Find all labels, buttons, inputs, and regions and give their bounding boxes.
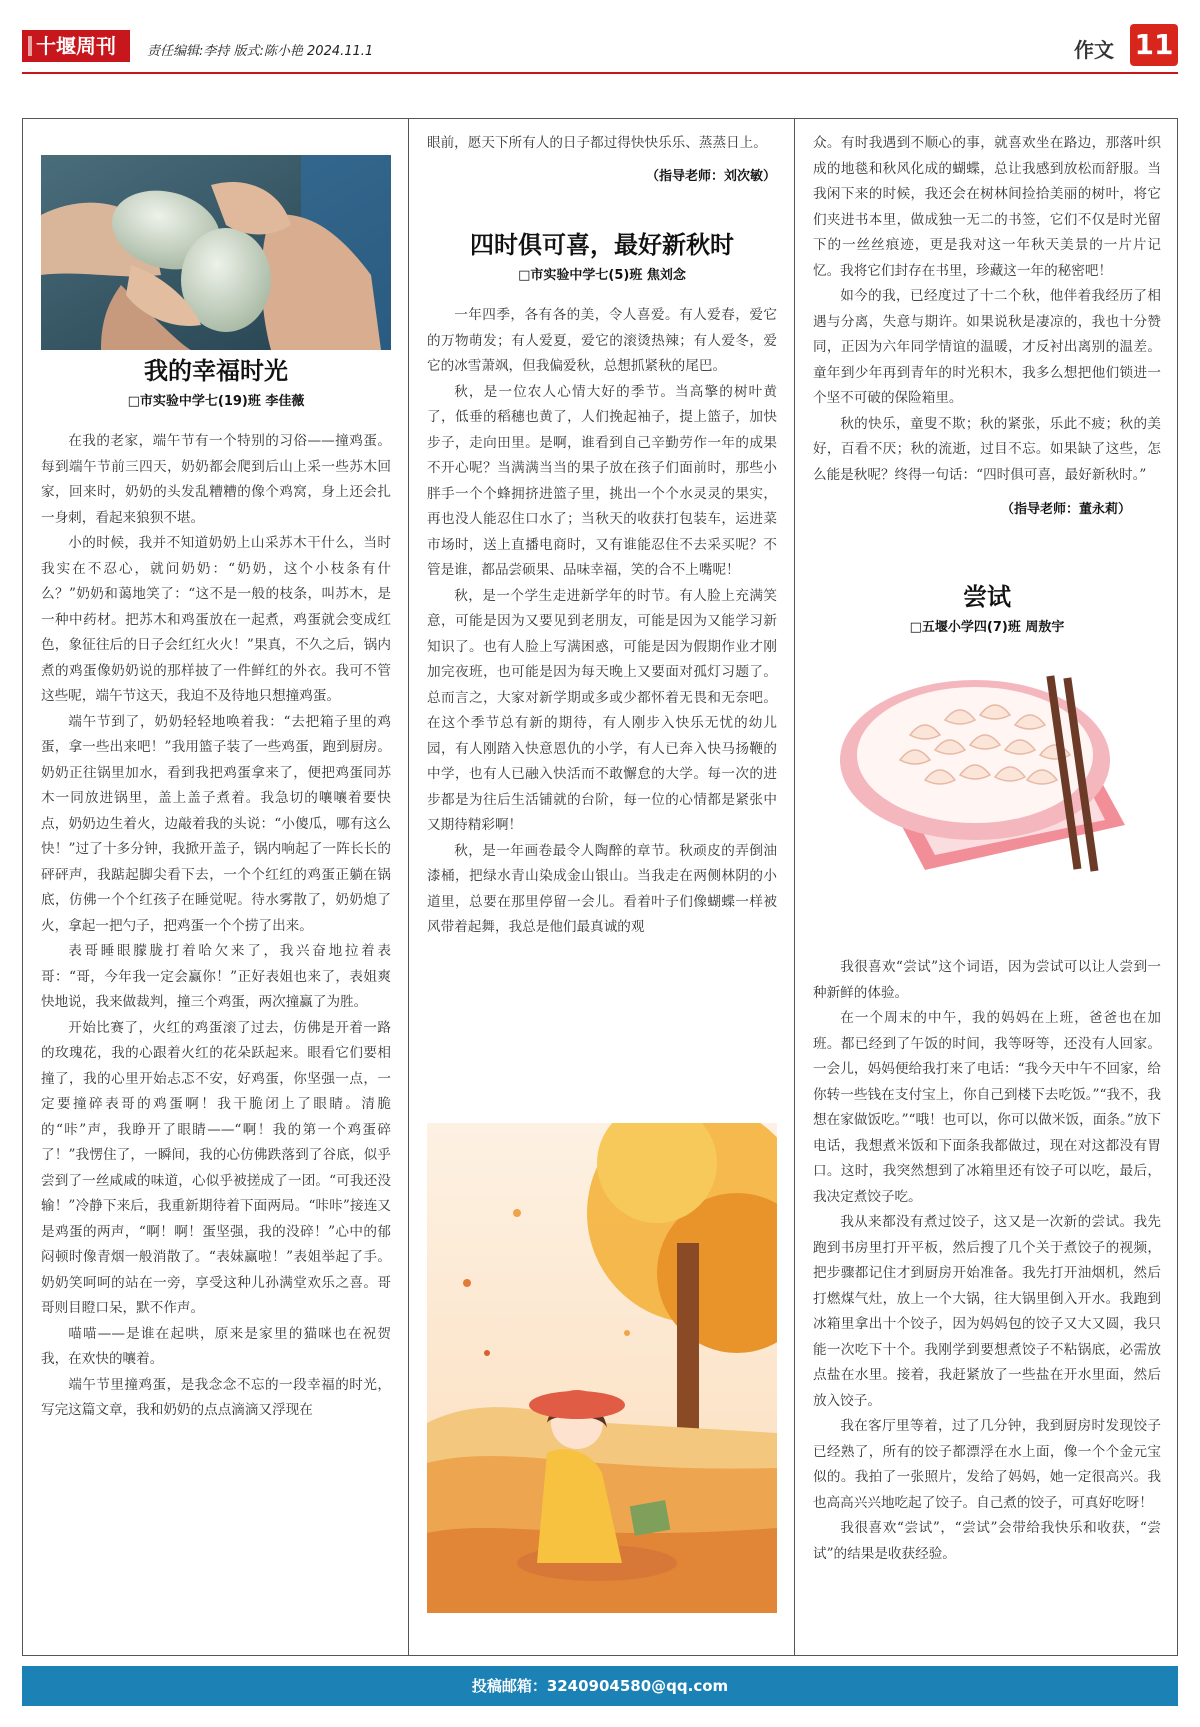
article-1 [23, 347, 409, 1424]
autumn-girl-illustration [427, 1123, 777, 1613]
paragraph: 端午节里撞鸡蛋，是我念念不忘的一段幸福的时光，写完这篇文章，我和奶奶的点点滴滴又浮现在 [41, 1376, 391, 1418]
paragraph: 一年四季，各有各的美，令人喜爱。有人爱春，爱它的万物萌发；有人爱夏，爱它的滚烫热辣；有人爱冬，爱它的冰雪萧飒，但我偏爱秋，总想抓紧秋的尾巴。 [427, 307, 777, 374]
paragraph: 喵喵——是谁在起哄，原来是家里的猫咪也在祝贺我，在欢快的嚷着。 [41, 1325, 391, 1367]
paragraph: 我从来都没有煮过饺子，这又是一次新的尝试。我先跑到书房里打开平板，然后搜了几个关于煮饺子的视频，把步骤都记住才到厨房开始准备。我先打开油烟机，然后打燃煤气灶，放上一个大锅，往大锅里倒入开水。我跑到冰箱里拿出十个饺子，因为妈妈包的饺子又大又圆，我只能一次吃下十个。我刚学到要想煮饺子不粘锅底，必需放点盐在水里。接着，我赶紧放了一些盐在开水里面，然后放入饺子。 [813, 1214, 1161, 1409]
article-1-title: 我的幸福时光 [144, 356, 288, 385]
masthead [22, 22, 1178, 74]
paragraph: 如今的我，已经度过了十二个秋，他伴着我经历了相遇与分离，失意与期许。如果说秋是凄凉的，我也十分赞同，正因为六年同学情谊的温暖，才反衬出离别的温差。童年到少年再到青年的时光积木，我多么想把他们锁进一个坚不可破的保险箱里。 [813, 288, 1161, 406]
column-1 [23, 119, 409, 1655]
section-title: 作文 [1074, 38, 1114, 62]
paragraph: 我很喜欢“尝试”这个词语，因为尝试可以让人尝到一种新鲜的体验。 [813, 959, 1161, 1001]
article-2-byline: □市实验中学七(5)班 焦刘念 [518, 268, 686, 283]
paragraph: 众。有时我遇到不顺心的事，就喜欢坐在路边，那落叶织成的地毯和秋风化成的蝴蝶，总让我感到放松而舒服。当我闲下来的时候，我还会在树林间捡拾美丽的树叶，将它们夹进书本里，做成独一无二的书签，它们不仅是时光留下的一丝丝痕迹，更是我对这一年秋天美景的一片片记忆。我将它们封存在书里，珍藏这一年的秘密吧！ [813, 135, 1161, 279]
header-rule [22, 72, 1178, 74]
article-1-continuation [409, 119, 794, 184]
article-2 [409, 225, 795, 941]
egg-photo-svg [41, 155, 391, 350]
paragraph: 秋，是一年画卷最令人陶醉的章节。秋顽皮的弄倒油漆桶，把绿水青山染成金山银山。当我走在两侧林阴的小道里，总要在那里停留一会儿。看着叶子们像蝴蝶一样被风带着起舞，我总是他们最真诚的观 [427, 842, 777, 935]
logo-stripe [28, 36, 32, 56]
article-2-title: 四时俱可喜，最好新秋时 [470, 230, 734, 259]
article-3-title: 尝试 [963, 582, 1011, 611]
paragraph: 开始比赛了，火红的鸡蛋滚了过去，仿佛是开着一路的玫瑰花，我的心跟着火红的花朵跃起来。眼看它们要相撞了，我的心里开始忐忑不安，好鸡蛋，你坚强一点，一定要撞碎表哥的鸡蛋啊！我干脆闭上了眼睛。清脆的“咔”声，我睁开了眼睛——“啊！我的第一个鸡蛋碎了！”我愣住了，一瞬间，我的心仿佛跌落到了谷底，似乎尝到了一丝咸咸的味道，心似乎被搓成了一团。“可我还没输！”冷静下来后，我重新期待着下面两局。“咔咔”接连又是鸡蛋的两声，“啊！啊！蛋坚强，我的没碎！”心中的郁闷顿时像青烟一般消散了。“表妹赢啦！”表姐举起了手。奶奶笑呵呵的站在一旁，享受这种儿孙满堂欢乐之喜。哥哥则目瞪口呆，默不作声。 [41, 1019, 391, 1316]
article-1-body [23, 409, 409, 1424]
dumplings-illustration [815, 655, 1160, 875]
dumplings-svg [815, 655, 1160, 875]
page-number-badge: 11 [1130, 24, 1178, 66]
submission-email[interactable]: 投稿邮箱：3240904580@qq.com [471, 1677, 729, 1695]
paragraph: 在一个周末的中午，我的妈妈在上班，爸爸也在加班。都已经到了午饭的时间，我等呀等，还没有人回家。一会儿，妈妈便给我打来了电话：“我今天中午不回家，给你转一些钱在支付宝上，你自己到楼下去吃饭。”“我不，我想在家做饭吃。”“哦！也可以，你可以做米饭，面条。”放下电话，我想煮米饭和下面条我都做过，现在对这都没有胃口。这时，我突然想到了冰箱里还有饺子可以吃，最后，我决定煮饺子吃。 [813, 1010, 1161, 1205]
paragraph: 我很喜欢“尝试”，“尝试”会带给我快乐和收获，“尝试”的结果是收获经验。 [813, 1520, 1161, 1562]
paragraph: 表哥睡眼朦胧打着哈欠来了，我兴奋地拉着表哥：“哥，今年我一定会赢你！”正好表姐也来了，表姐爽快地说，我来做裁判，撞三个鸡蛋，两次撞赢了为胜。 [41, 943, 391, 1010]
egg-tapping-photo [41, 155, 391, 350]
column-2 [409, 119, 795, 1655]
paragraph: 在我的老家，端午节有一个特别的习俗——撞鸡蛋。每到端午节前三四天，奶奶都会爬到后山上采一些苏木回家，回来时，奶奶的头发乱糟糟的像个鸡窝，身上还会扎一身刺，看起来狼狈不堪。 [41, 433, 391, 526]
paragraph: 眼前，愿天下所有人的日子都过得快快乐乐、蒸蒸日上。 [427, 135, 767, 151]
logo-text: 十堰周刊 [36, 34, 116, 58]
newspaper-logo [22, 30, 130, 62]
teacher-credit: （指导老师：董永莉） [1000, 502, 1131, 517]
paragraph: 秋的快乐，童叟不欺；秋的紧张，乐此不疲；秋的美好，百看不厌；秋的流逝，过目不忘。如果缺了这些，怎么能是秋呢？终得一句话：“四时俱可喜，最好新秋时。” [813, 415, 1161, 483]
column-3 [795, 119, 1179, 1655]
content-frame [22, 118, 1178, 1656]
paragraph: 秋，是一位农人心情大好的季节。当高擎的树叶黄了，低垂的稻穗也黄了，人们挽起袖子，提上篮子，加快步子，走向田里。是啊，谁看到自己辛勤劳作一年的成果不开心呢？当满满当当的果子放在孩子们面前时，那些小胖手一个个蜂拥挤进篮子里，挑出一个个水灵灵的果实，再也没人能忍住口水了；当秋天的收获打包装车，运进菜市场时，送上直播电商时，又有谁能忍住不去采买呢？不管是谁，都品尝硕果、品味幸福，笑的合不上嘴呢！ [427, 383, 777, 578]
article-1-byline: □市实验中学七(19)班 李佳薇 [127, 394, 305, 409]
editor-credits: 责任编辑:李持 版式:陈小艳 2024.11.1 [147, 44, 374, 59]
paragraph: 我在客厅里等着，过了几分钟，我到厨房时发现饺子已经熟了，所有的饺子都漂浮在水上面，像一个个金元宝似的。我拍了一张照片，发给了妈妈，她一定很高兴。我也高高兴兴地吃起了饺子。自己煮的饺子，可真好吃呀！ [813, 1418, 1161, 1511]
article-3-header [795, 577, 1179, 635]
submission-email-bar [22, 1666, 1178, 1706]
autumn-illustration-svg [427, 1123, 777, 1613]
article-3-body [795, 955, 1179, 1567]
article-2-body [409, 283, 795, 941]
paragraph: 端午节到了，奶奶轻轻地唤着我：“去把箱子里的鸡蛋，拿一些出来吧！”我用篮子装了一些鸡蛋，跑到厨房。奶奶正往锅里加水，看到我把鸡蛋拿来了，便把鸡蛋同苏木一同放进锅里，盖上盖子煮着。我急切的嚷嚷着要快点，奶奶边生着火，边敲着我的头说：“小傻瓜，哪有这么快！”过了十多分钟，我掀开盖子，锅内响起了一阵长长的砰砰声，我踮起脚尖看下去，一个个红红的鸡蛋正躺在锅底，仿佛一个个红孩子在睡觉呢。待水雾散了，奶奶熄了火，拿起一把勺子，把鸡蛋一个个捞了出来。 [41, 713, 391, 934]
article-3-byline: □五堰小学四(7)班 周敖宇 [909, 620, 1065, 635]
teacher-credit: （指导老师：刘次敏） [645, 168, 776, 184]
paragraph: 秋，是一个学生走进新学年的时节。有人脸上充满笑意，可能是因为又要见到老朋友，可能是因为又能学习新知识了。也有人脸上写满困惑，可能是因为假期作业才刚加完夜班，也可能是因为每天晚上又要面对孤灯习题了。总而言之，大家对新学期或多或少都怀着无畏和无奈吧。在这个季节总有新的期待，有人刚步入快乐无忧的幼儿园，有人刚踏入快意恩仇的小学，有人已奔入快马扬鞭的中学，也有人已融入快活而不敢懈怠的大学。每一次的进步都是为往后生活铺就的台阶，每一位的心情都是紧张中又期待精彩啊！ [427, 587, 777, 833]
article-2-continuation [795, 119, 1179, 517]
paragraph: 小的时候，我并不知道奶奶上山采苏木干什么，当时我实在不忍心，就问奶奶：“奶奶，这个小枝条有什么？”奶奶和蔼地笑了：“这不是一般的枝条，叫苏木，是一种中药材。把苏木和鸡蛋放在一起煮，鸡蛋就会变成红色，象征往后的日子会红红火火！”果真，不久之后，锅内煮的鸡蛋像奶奶说的那样披了一件鲜红的外衣。我可不管这些呢，端午节这天，我迫不及待地只想撞鸡蛋。 [41, 535, 391, 704]
